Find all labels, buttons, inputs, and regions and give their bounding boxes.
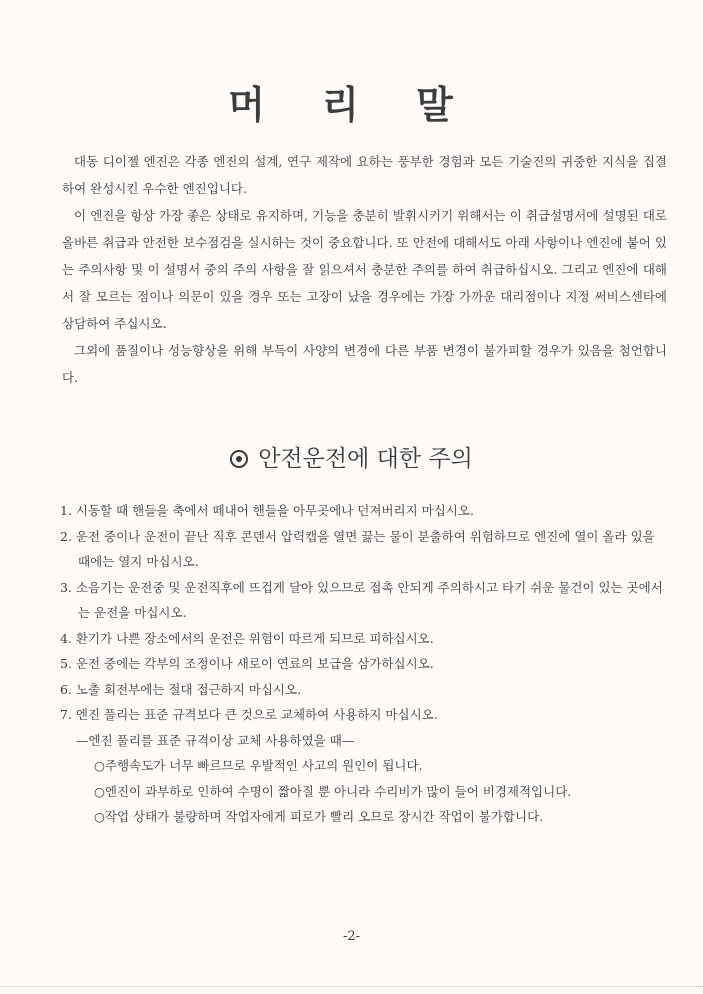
list-item: 1. 시동할 때 핸들을 축에서 떼내어 핸들을 아무곳에나 던져버리지 마십시오. <box>60 503 474 518</box>
list-item: 5. 운전 중에는 각부의 조정이나 새로이 연료의 보급을 삼가하십시오. <box>60 656 434 671</box>
intro-paragraph: 그외에 품질이나 성능향상을 위해 부득이 사양의 변경에 다른 부품 변경이 불가피할 경우가 있음을 첨언합니다. <box>62 343 667 385</box>
list-item: 4. 환기가 나쁜 장소에서의 운전은 위험이 따르게 되므로 피하십시오. <box>60 630 434 646</box>
list-item: 3. 소음기는 운전중 및 운전직후에 뜨겁게 달아 있으므로 접촉 안되게 주의하시고 타기 쉬운 물건이 있는 곳에서는 운전을 마십시오. <box>60 579 663 620</box>
note-item: ○주행속도가 너무 빠르므로 우발적인 사고의 원인이 됩니다. <box>94 758 423 773</box>
list-item: 7. 엔진 풀리는 표준 규격보다 큰 것으로 교체하여 사용하지 마십시오. <box>60 707 438 722</box>
intro-paragraph: 대동 디이젤 엔진은 각종 엔진의 설계, 연구 제작에 요하는 풍부한 경험과 모든 기술진의 귀중한 지식을 집결하여 완성시킨 우수한 엔진입니다. <box>62 154 667 196</box>
page-title: 머 리 말 <box>228 82 475 127</box>
list-item: 2. 운전 중이나 운전이 끝난 직후 콘덴서 압력캡을 열면 끓는 물이 분출하여 위험하므로 엔진에 열이 올라 있을 때에는 열지 마십시오. <box>60 528 655 569</box>
section-heading <box>0 440 703 473</box>
circle-dot-icon <box>230 450 248 468</box>
intro-text <box>62 148 667 391</box>
scan-edge-divider <box>0 986 703 989</box>
note-header: —엔진 풀리를 표준 규격이상 교체 사용하였을 때— <box>76 732 355 748</box>
list-item: 6. 노출 회전부에는 절대 접근하지 마십시오. <box>60 681 302 697</box>
intro-paragraph: 이 엔진을 항상 가장 좋은 상태로 유지하며, 기능을 충분히 발휘시키기 위해서는 이 취급설명서에 설명된 대로 올바른 취급과 안전한 보수점검을 실시하는 것이 중요합니다. 또 안전에 대해서도 아래 사항이나 엔진에 붙어 있는 주의사항 및 이 설명서 중의 주의 사항을 잘 읽으셔서 충분한 주의를 하여 취급하십시오. 그리고 엔진에 대해서 잘 모르는 점이나 의문이 있을 경우 또는 고장이 났을 경우에는 가장 가까운 대리점이나 지정 써비스센타에 상담하여 주십시오. <box>62 208 667 331</box>
safety-rules-list <box>60 498 670 830</box>
page-number: -2- <box>342 929 361 944</box>
section-heading-text: 안전운전에 대한 주의 <box>258 446 473 472</box>
note-item: ○엔진이 과부하로 인하여 수명이 짧아질 뿐 아니라 수리비가 많이 들어 비경제적입니다. <box>94 783 572 799</box>
note-item: ○작업 상태가 불량하며 작업자에게 피로가 빨리 오므로 장시간 작업이 불가합니다. <box>94 809 544 824</box>
